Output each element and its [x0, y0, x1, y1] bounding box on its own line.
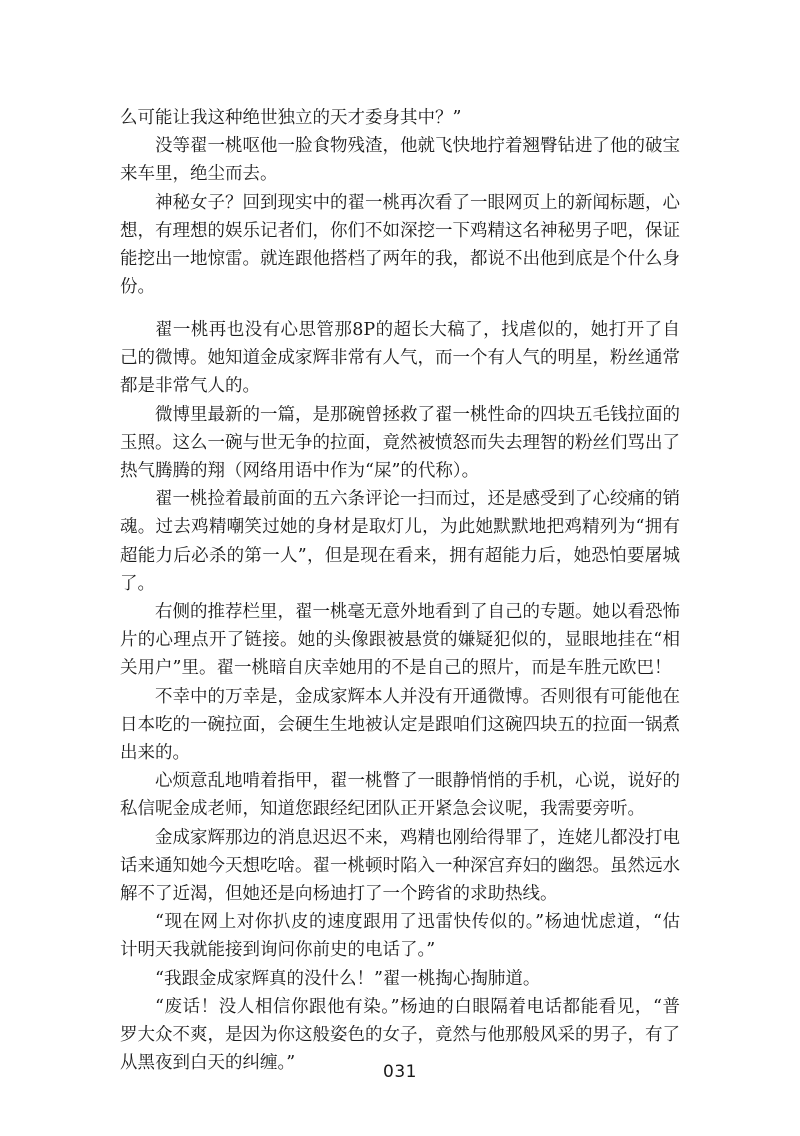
- paragraph: “现在网上对你扒皮的速度跟用了迅雷快传似的。”杨迪忧虑道，“估计明天我就能接到询问你前史的电话了。”: [120, 912, 680, 961]
- paragraph: “我跟金成家辉真的没什么！”翟一桃掏心掏肺道。: [155, 968, 541, 989]
- paragraph: 么可能让我这种绝世独立的天才委身其中？”: [120, 108, 462, 128]
- paragraph: 翟一桃再也没有心思管那8P的超长大稿了，找虐似的，她打开了自己的微博。她知道金成家辉非常有人气，而一个有人气的明星，粉丝通常都是非常气人的。: [120, 320, 680, 397]
- paragraph: 没等翟一桃呕他一脸食物残渣，他就飞快地拧着翘臀钻进了他的破宝来车里，绝尘而去。: [120, 136, 680, 185]
- page-number: 031: [383, 1062, 417, 1082]
- paragraph: 不幸中的万幸是，金成家辉本人并没有开通微博。否则很有可能他在日本吃的一碗拉面，会硬生生地被认定是跟咱们这碗四块五的拉面一锅煮出来的。: [120, 686, 680, 764]
- paragraph: 神秘女子？回到现实中的翟一桃再次看了一眼网页上的新闻标题，心想，有理想的娱乐记者们，你们不如深挖一下鸡精这名神秘男子吧，保证能挖出一地惊雷。就连跟他搭档了两年的我，都说不出他到底是个什么身份。: [120, 192, 680, 298]
- paragraph: 微博里最新的一篇，是那碗曾拯救了翟一桃性命的四块五毛钱拉面的玉照。这么一碗与世无争的拉面，竟然被愤怒而失去理智的粉丝们骂出了热气腾腾的翔（网络用语中作为“屎”的代称）。: [120, 404, 680, 482]
- text-section-2: [120, 316, 680, 1077]
- text-section-1: [120, 104, 680, 301]
- paragraph: 心烦意乱地啃着指甲，翟一桃瞥了一眼静悄悄的手机，心说，说好的私信呢金成老师，知道您跟经纪团队正开紧急会议呢，我需要旁听。: [120, 771, 680, 820]
- paragraph: 翟一桃捡着最前面的五六条评论一扫而过，还是感受到了心绞痛的销魂。过去鸡精嘲笑过她的身材是取灯儿，为此她默默地把鸡精列为“拥有超能力后必杀的第一人”，但是现在看来，拥有超能力后，她恐怕要屠城了。: [120, 489, 680, 594]
- paragraph: 金成家辉那边的消息迟迟不来，鸡精也刚给得罪了，连姥儿都没打电话来通知她今天想吃啥。翟一桃顿时陷入一种深宫弃妇的幽怨。虽然远水解不了近渴，但她还是向杨迪打了一个跨省的求助热线。: [120, 827, 680, 905]
- paragraph: 右侧的推荐栏里，翟一桃毫无意外地看到了自己的专题。她以看恐怖片的心理点开了链接。她的头像跟被悬赏的嫌疑犯似的，显眼地挂在“相关用户”里。翟一桃暗自庆幸她用的不是自己的照片，而是车胜元欧巴！: [120, 602, 680, 679]
- paragraph: “废话！没人相信你跟他有染。”杨迪的白眼隔着电话都能看见，“普罗大众不爽，是因为你这般姿色的女子，竟然与他那般风采的男子，有了从黑夜到白天的纠缠。”: [120, 996, 680, 1074]
